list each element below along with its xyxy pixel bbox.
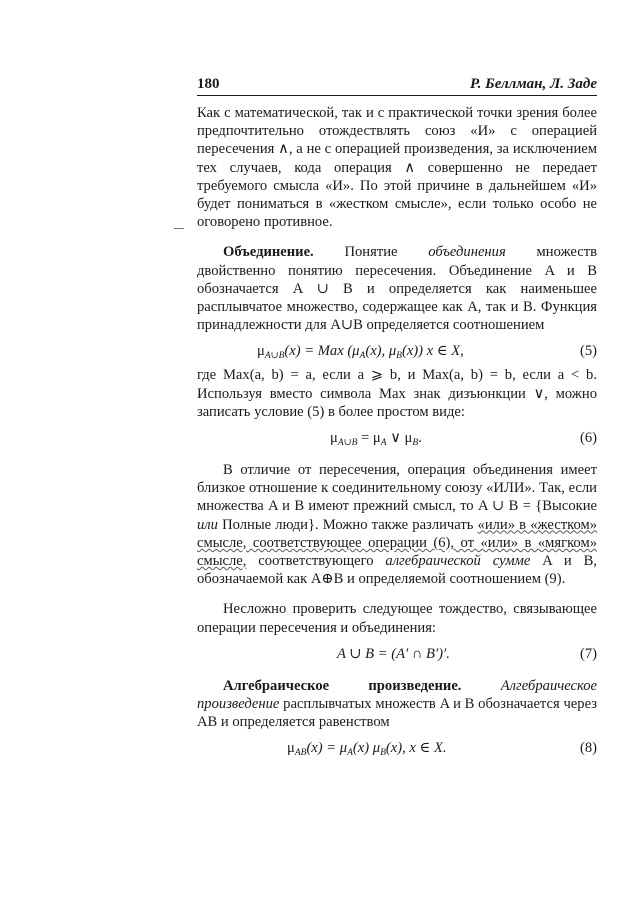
paragraph-union-definition [197, 243, 597, 334]
eq-text: (x), μ [365, 343, 397, 360]
equation-6 [197, 427, 597, 449]
equation-5-number: (5) [579, 343, 597, 360]
eq-subscript: AB [294, 748, 307, 759]
text-run: соответствующего [246, 553, 386, 570]
equation-7-expression: A ∪ B = (A′ ∩ B′)′. [337, 645, 450, 662]
eq-subscript: A [359, 351, 366, 362]
eq-text: ∨ μ [386, 430, 413, 447]
eq-subscript: A [347, 748, 353, 759]
page-number: 180 [197, 76, 220, 92]
text-run: Понятие [313, 244, 429, 261]
eq-subscript: A∪B [337, 438, 358, 449]
term-union: объединения [428, 244, 506, 261]
term-or: или [197, 516, 218, 533]
eq-text: (x)) x ∈ X, [401, 343, 464, 360]
term-algebraic-sum: алгебраической сумме [385, 553, 531, 570]
eq-subscript: B [380, 748, 386, 759]
equation-8-number: (8) [579, 740, 597, 757]
eq-subscript: A [380, 438, 387, 449]
handwritten-underline-passage: «или» в «жестком» смысле, соответствующее операции (6), от «или» в «мягком» смысле, [197, 516, 597, 570]
running-head-authors: Р. Беллман, Л. Заде [470, 76, 597, 92]
paragraph-max-definition: где Max(a, b) = a, если a ⩾ b, и Max(a, b) = b, если a < b. Используя вместо символа Max знак дизъюнкции ∨, можно записать условие (5) в более простом виде: [197, 367, 597, 420]
margin-pencil-mark [174, 228, 184, 229]
text-run: множеств двойственно понятию пересечения. Объединение A и B обозначается A ∪ B и определяется как наименьшее расплывчатое множество, содержащее как A, так и B. Функция принадлежности для A∪B определяется соотношением [197, 244, 597, 334]
paragraph-or-meaning [197, 461, 597, 588]
section-title-union: Объединение. [223, 244, 314, 261]
text-run: В отличие от пересечения, операция объединения имеет близкое отношение к соединительному союзу «ИЛИ». Так, если множества A и B имеют прежний смысл, то A ∪ B = {Высокие [197, 462, 597, 515]
equation-6-expression [330, 429, 422, 452]
eq-subscript: B [396, 351, 402, 362]
equation-8 [197, 737, 597, 759]
eq-text: . [418, 430, 422, 447]
paragraph-and-intersection: Как с математической, так и с практической точки зрения более предпочтительно отождествлять союз «И» с операцией пересечения ∧, а не с операцией произведения, за исключением тех случаев, кода операция ∧ совершенно не передает требуемого смысла «И». По этой причине в дальнейшем «И» будет пониматься в «жестком смысле», если только особо не оговорено противное. [197, 105, 597, 231]
section-title-algebraic-product: Алгебраическое произведение. [223, 677, 462, 694]
term-algebraic-product: Алгебраическое произведение [197, 677, 598, 713]
equation-8-expression [287, 739, 447, 762]
paragraph-algebraic-product [197, 677, 597, 732]
equation-5-expression [257, 342, 464, 365]
eq-text: (x) μ [352, 740, 381, 757]
page-body [197, 104, 597, 763]
text-run: Полные люди}. Можно также различать [217, 516, 478, 533]
header-rule [197, 95, 597, 96]
eq-symbol: μ [257, 343, 265, 360]
paragraph-identity: Несложно проверить следующее тождество, связывающее операции пересечения и объединения: [197, 601, 597, 636]
equation-6-number: (6) [579, 430, 597, 447]
eq-text: (x), x ∈ X. [385, 740, 447, 757]
equation-7-number: (7) [579, 645, 597, 662]
text-run: A и B, обозначаемой как A⊕B и определяемой соотношением (9). [197, 553, 597, 588]
eq-symbol: μ [330, 430, 338, 447]
equation-7 [197, 643, 597, 665]
eq-subscript: B [412, 438, 419, 449]
eq-subscript: A∪B [264, 351, 285, 362]
eq-symbol: μ [287, 740, 295, 757]
eq-text: = μ [357, 430, 381, 447]
eq-text: (x) = Max (μ [284, 343, 360, 360]
text-run: расплывчатых множеств A и B обозначается через AB и определяется равенством [197, 696, 597, 731]
equation-5 [197, 340, 597, 362]
running-header [197, 76, 597, 96]
eq-text: (x) = μ [306, 740, 348, 757]
